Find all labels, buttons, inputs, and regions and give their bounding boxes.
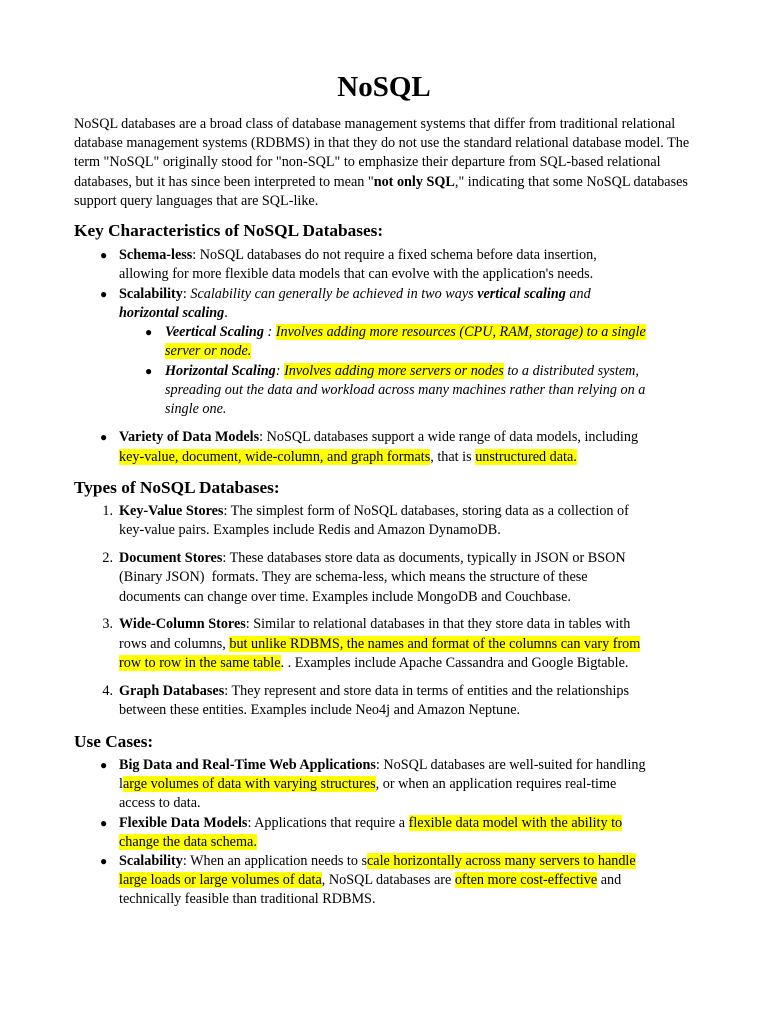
bullet-icon: ● <box>100 430 108 444</box>
widecolumn-line-1: Wide-Column Stores: Similar to relational databases in that they store data in tables with <box>119 616 631 632</box>
document-line-2: (Binary JSON) formats. They are schema-less, which means the structure of these <box>119 569 588 585</box>
bullet-icon: ● <box>100 248 108 262</box>
intro-text-2: ," indicating that some NoSQL databases support query languages that are SQL-like. <box>74 173 688 209</box>
list-number: 3. <box>102 616 113 632</box>
characteristics-heading: Key Characteristics of NoSQL Databases: <box>74 221 384 240</box>
keyvalue-line-1: Key-Value Stores: The simplest form of NoSQL databases, storing data as a collection of <box>119 503 629 519</box>
schema-line-1: Schema-less: NoSQL databases do not require a fixed schema before data insertion, <box>119 247 597 263</box>
list-number: 4. <box>102 683 113 699</box>
page-title: NoSQL <box>337 71 431 103</box>
scal-line-3: technically feasible than traditional RDBMS. <box>119 891 376 907</box>
flexible-line-1: Flexible Data Models: Applications that require a flexible data model with the ability to <box>119 815 623 831</box>
variety-line-2: key-value, document, wide-column, and graph formats, that is unstructured data. <box>119 449 577 465</box>
horizontal-scaling-line-2: spreading out the data and workload across many machines rather than relying on a <box>165 382 646 398</box>
bigdata-line-2: large volumes of data with varying structures, or when an application requires real-time <box>119 776 617 792</box>
scal-line-1: Scalability: When an application needs to scale horizontally across many servers to handle <box>119 853 636 869</box>
bullet-icon: ● <box>100 854 108 868</box>
bullet-icon: ● <box>100 816 108 830</box>
bullet-icon: ● <box>145 325 153 339</box>
document-line-1: Document Stores: These databases store data as documents, typically in JSON or BSON <box>119 550 626 566</box>
widecolumn-line-2: rows and columns, but unlike RDBMS, the names and format of the columns can vary from <box>119 636 641 652</box>
flexible-line-2: change the data schema. <box>119 834 257 850</box>
scalability-line-2: horizontal scaling. <box>119 305 228 321</box>
schema-line-2: allowing for more flexible data models that can evolve with the application's needs. <box>119 266 594 282</box>
bigdata-line-1: Big Data and Real-Time Web Applications: NoSQL databases are well-suited for handling <box>119 757 646 773</box>
intro-paragraph <box>74 115 704 211</box>
bullet-icon: ● <box>100 287 108 301</box>
horizontal-scaling-line-3: single one. <box>165 401 227 417</box>
bigdata-line-3: access to data. <box>119 795 201 811</box>
horizontal-scaling-line-1: Horizontal Scaling: Involves adding more servers or nodes to a distributed system, <box>165 363 639 379</box>
widecolumn-line-3: row to row in the same table. . Examples include Apache Cassandra and Google Bigtable. <box>119 655 629 671</box>
graph-line-1: Graph Databases: They represent and store data in terms of entities and the relationships <box>119 683 630 699</box>
scalability-line-1: Scalability: Scalability can generally be achieved in two ways vertical scaling and <box>119 286 591 302</box>
list-number: 1. <box>102 503 113 519</box>
vertical-scaling-line-1: Veertical Scaling : Involves adding more resources (CPU, RAM, storage) to a single <box>165 324 646 340</box>
scal-line-2: large loads or large volumes of data, NoSQL databases are often more cost-effective and <box>119 872 622 888</box>
bullet-icon: ● <box>145 364 153 378</box>
types-heading: Types of NoSQL Databases: <box>74 478 280 497</box>
vertical-scaling-line-2: server or node. <box>165 343 252 359</box>
intro-bold-text: not only SQL <box>373 173 455 190</box>
usecases-heading: Use Cases: <box>74 732 154 751</box>
intro-text-1: NoSQL databases are a broad class of database management systems that differ from traditional relational database management systems (RDBMS) in that they do not use the standard relational database model. The term "NoSQL" originally stood for "non-SQL" to emphasize their departure from SQL-based relational databases, but it has since been interpreted to mean " <box>74 116 690 190</box>
document-line-3: documents can change over time. Examples include MongoDB and Couchbase. <box>119 589 571 605</box>
keyvalue-line-2: key-value pairs. Examples include Redis and Amazon DynamoDB. <box>119 522 501 538</box>
variety-line-1: Variety of Data Models: NoSQL databases support a wide range of data models, including <box>119 429 639 445</box>
list-number: 2. <box>102 550 113 566</box>
graph-line-2: between these entities. Examples include Neo4j and Amazon Neptune. <box>119 702 521 718</box>
bullet-icon: ● <box>100 758 108 772</box>
